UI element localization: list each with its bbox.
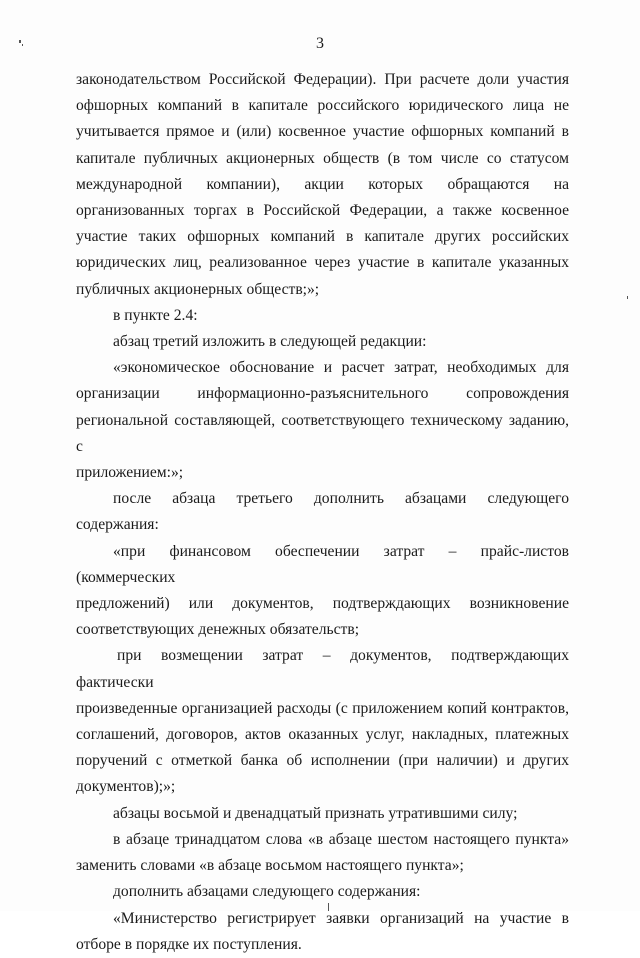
paragraph xyxy=(76,329,569,355)
scan-speck xyxy=(627,296,628,299)
text-line: абзацы восьмой и двенадцатый признать утратившими силу; xyxy=(113,804,518,822)
text-line: поручений с отметкой банка об исполнении (при наличии) и других xyxy=(76,752,569,770)
text-line: региональной составляющей, соответствующего техническому заданию, с xyxy=(76,411,569,455)
page-number: 3 xyxy=(316,35,324,52)
text-line: юридических лиц, реализованное через участие в капитале указанных xyxy=(76,254,569,272)
paragraph xyxy=(76,486,569,538)
paragraph xyxy=(76,539,569,644)
paragraph xyxy=(76,67,569,303)
text-line: документов);»; xyxy=(76,778,176,796)
text-line: после абзаца третьего дополнить абзацами следующего содержания: xyxy=(76,490,569,534)
document-body xyxy=(76,67,569,958)
paragraph xyxy=(76,879,569,905)
text-line: произведенные организацией расходы (с приложением копий контрактов, xyxy=(76,699,569,717)
paragraph xyxy=(76,906,569,958)
scan-speck xyxy=(19,40,21,43)
text-line: абзац третий изложить в следующей редакции: xyxy=(113,333,427,351)
scan-speck xyxy=(22,44,23,46)
text-line: соглашений, договоров, актов оказанных услуг, накладных, платежных xyxy=(76,726,569,744)
text-line: офшорных компаний в капитале российского юридического лица не xyxy=(76,97,569,115)
text-line: при возмещении затрат – документов, подтверждающих фактически xyxy=(76,647,569,691)
text-line: в абзаце тринадцатом слова «в абзаце шестом настоящего пункта» xyxy=(113,830,569,848)
text-line: организованных торгах в Российской Федерации, а также косвенное xyxy=(76,202,569,220)
text-line: в пункте 2.4: xyxy=(113,306,198,324)
text-line: соответствующих денежных обязательств; xyxy=(76,621,360,639)
text-line: организации информационно-разъяснительного сопровождения xyxy=(76,385,569,403)
text-line: публичных акционерных обществ;»; xyxy=(76,280,320,298)
text-line: дополнить абзацами следующего содержания: xyxy=(113,883,421,901)
paragraph xyxy=(76,643,569,800)
text-line: предложений) или документов, подтверждающих возникновение xyxy=(76,595,569,613)
paragraph xyxy=(76,801,569,827)
text-line: «при финансовом обеспечении затрат – прайс-листов (коммерческих xyxy=(76,542,569,586)
text-line: международной компании), акции которых обращаются на xyxy=(76,175,569,193)
text-line: участие таких офшорных компаний в капитале других российских xyxy=(76,228,569,246)
text-line: «экономическое обоснование и расчет затрат, необходимых для xyxy=(113,359,569,377)
text-line: приложением:»; xyxy=(76,464,184,482)
paragraph xyxy=(76,355,569,486)
text-line: законодательством Российской Федерации). При расчете доли участия xyxy=(76,71,569,88)
text-line: отборе в порядке их поступления. xyxy=(76,935,302,953)
paragraph xyxy=(76,303,569,329)
text-line: учитывается прямое и (или) косвенное участие офшорных компаний в xyxy=(76,123,569,141)
text-line: заменить словами «в абзаце восьмом настоящего пункта»; xyxy=(76,857,464,875)
text-line: капитале публичных акционерных обществ (в том числе со статусом xyxy=(76,149,569,167)
paragraph xyxy=(76,827,569,879)
text-line: «Министерство регистрирует заявки организаций на участие в xyxy=(113,909,569,927)
